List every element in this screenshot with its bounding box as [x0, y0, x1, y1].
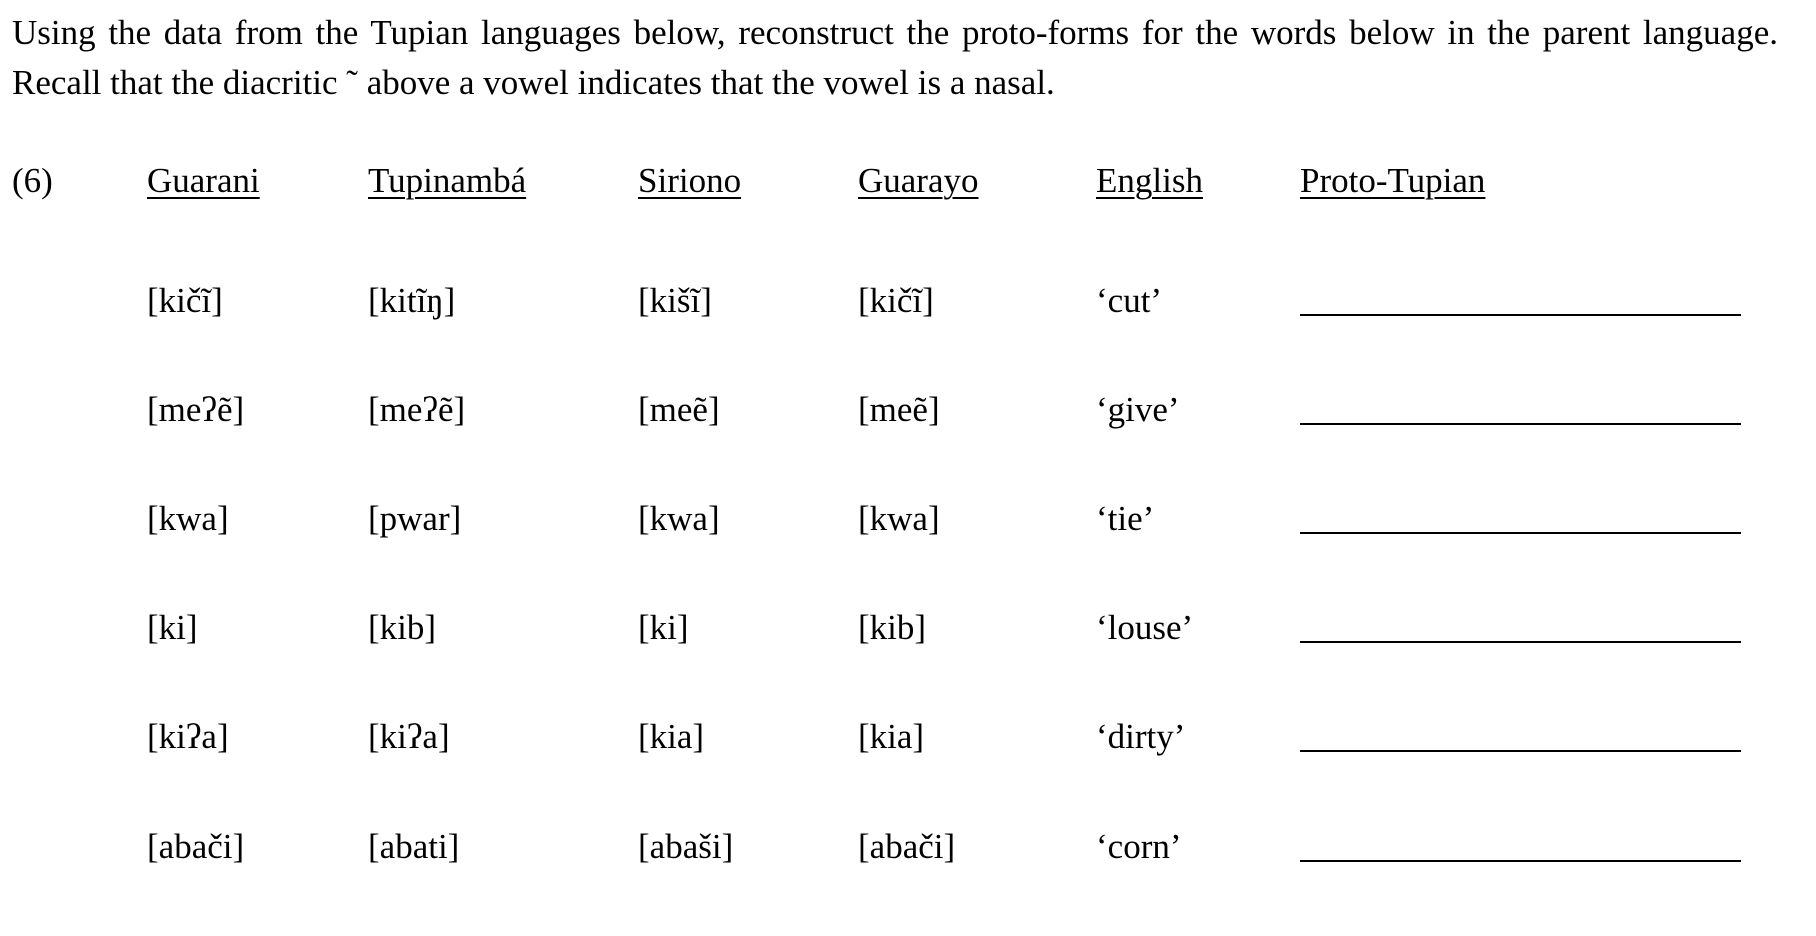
guarayo-form: [kičĩ] — [858, 281, 934, 320]
header-tupinamba: Tupinambá — [368, 161, 527, 200]
guarayo-form: [kia] — [858, 717, 925, 756]
header-guarani: Guarani — [147, 161, 260, 200]
siriono-form: [meẽ] — [638, 390, 720, 429]
siriono-form: [kia] — [638, 717, 705, 756]
guarani-form: [meʔẽ] — [147, 390, 245, 429]
proto-form-blank[interactable] — [1300, 750, 1741, 752]
tupinamba-form: [abati] — [368, 827, 460, 866]
tupinamba-form: [kiʔa] — [368, 717, 450, 756]
header-proto-tupian: Proto-Tupian — [1300, 161, 1486, 200]
guarani-form: [kiʔa] — [147, 717, 229, 756]
problem-number: (6) — [12, 161, 53, 200]
proto-form-blank[interactable] — [1300, 423, 1741, 425]
english-gloss: ‘cut’ — [1096, 281, 1163, 320]
proto-form-blank[interactable] — [1300, 532, 1741, 534]
tupinamba-form: [kitĩŋ] — [368, 281, 456, 320]
header-siriono: Siriono — [638, 161, 742, 200]
english-gloss: ‘corn’ — [1096, 827, 1182, 866]
guarani-form: [kičĩ] — [147, 281, 223, 320]
proto-form-blank[interactable] — [1300, 641, 1741, 643]
guarayo-form: [kwa] — [858, 499, 940, 538]
proto-form-blank[interactable] — [1300, 314, 1741, 316]
english-gloss: ‘tie’ — [1096, 499, 1155, 538]
english-gloss: ‘louse’ — [1096, 608, 1194, 647]
siriono-form: [kišĩ] — [638, 281, 712, 320]
siriono-form: [ki] — [638, 608, 689, 647]
guarayo-form: [kib] — [858, 608, 927, 647]
tupinamba-form: [meʔẽ] — [368, 390, 466, 429]
english-gloss: ‘dirty’ — [1096, 717, 1186, 756]
guarani-form: [kwa] — [147, 499, 229, 538]
tupinamba-form: [pwar] — [368, 499, 462, 538]
siriono-form: [abaši] — [638, 827, 734, 866]
proto-form-blank[interactable] — [1300, 860, 1741, 862]
guarani-form: [ki] — [147, 608, 198, 647]
instructions-text: Using the data from the Tupian languages below, reconstruct the proto-forms for the words below in the parent language. Recall that the diacritic ˜ above a vowel indicates that the vowel is a nasal. — [12, 13, 1778, 102]
header-english: English — [1096, 161, 1203, 200]
header-guarayo: Guarayo — [858, 161, 979, 200]
guarani-form: [abači] — [147, 827, 245, 866]
english-gloss: ‘give’ — [1096, 390, 1180, 429]
guarayo-form: [abači] — [858, 827, 956, 866]
siriono-form: [kwa] — [638, 499, 720, 538]
tupinamba-form: [kib] — [368, 608, 437, 647]
guarayo-form: [meẽ] — [858, 390, 940, 429]
